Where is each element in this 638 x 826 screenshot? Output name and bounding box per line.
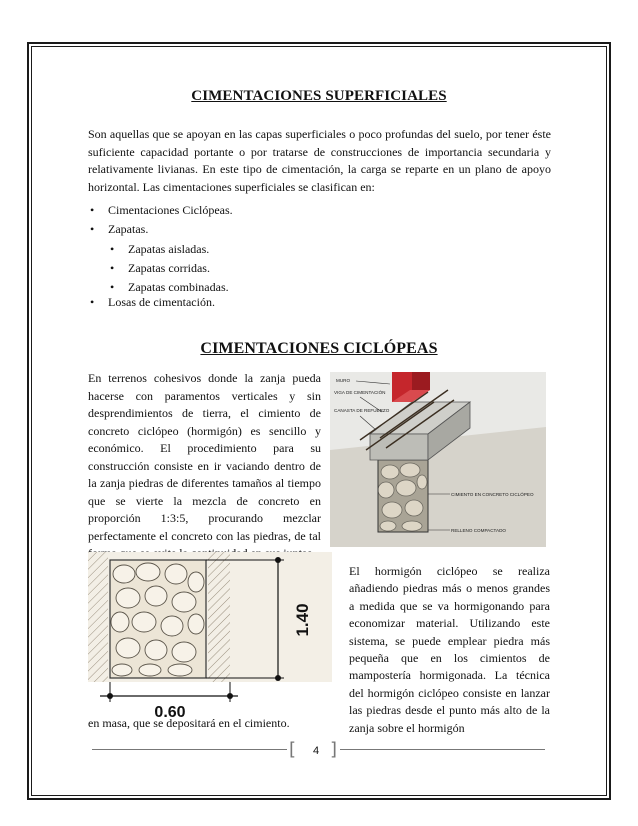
label-relleno: RELLENO COMPACTADO [451, 528, 506, 533]
label-viga: VIGA DE CIMENTACIÓN [334, 390, 386, 395]
hormigon-paragraph: El hormigón ciclópeo se realiza añadiendo piedras más o menos grandes a medida que se va hormigonando para economizar material. Utilizando este sistema, se puede emplear piedra más pequeña que en los cimientos de mampostería hormigonada. La técnica del hormigón ciclópeo consiste en lanzar las piedras desde el punto más alto de la zanja sobre el hormigón [349, 564, 550, 735]
bullet-icon: • [90, 222, 95, 236]
list-item: Zapatas aisladas. [128, 242, 210, 256]
list-item: Zapatas. [108, 222, 149, 236]
bullet-icon: • [110, 280, 115, 294]
footer-rule-right [340, 749, 545, 750]
label-canasta: CANASTA DE REFUERZO [334, 408, 390, 413]
footer-rule-left [92, 749, 287, 750]
width-dimension-label: 0.60 [154, 704, 186, 720]
height-dimension-label: 1.40 [293, 603, 312, 637]
section-title-ciclopeas: CIMENTACIONES CICLÓPEAS [200, 340, 438, 357]
bullet-icon: • [90, 295, 95, 309]
ciclopeas-paragraph: En terrenos cohesivos donde la zanja pueda hacerse con paramentos verticales y sin desprendimientos de tierra, el cimiento de concreto ciclópeo (hormigón) es sencillo y económico. El procedimiento para su construcción consiste en ir vaciando dentro de la zanja piedras de diferentes tamaños al tiempo que se vierte la mezcla de concreto en proporción 1:3:5, procurando mezclar perfectamente el concreto con las piedras, de tal [88, 371, 321, 543]
bullet-icon: • [110, 242, 115, 256]
list-item: Cimentaciones Ciclópeas. [108, 203, 233, 217]
label-cimiento: CIMIENTO EN CONCRETO CICLÓPEO [451, 492, 534, 497]
foundation-section-figure [330, 372, 546, 547]
footer-bracket-right-icon: ] [330, 739, 338, 760]
bullet-icon: • [110, 261, 115, 275]
cyclopean-dimension-figure [88, 552, 332, 720]
list-item: Zapatas combinadas. [128, 280, 229, 294]
list-item: Losas de cimentación. [108, 295, 215, 309]
section-title-superficiales: CIMENTACIONES SUPERFICIALES [191, 88, 447, 104]
hormigon-paragraph-end: en masa, que se depositará en el cimiento. [88, 716, 290, 730]
label-muro: MURO [336, 378, 351, 383]
page-number: 4 [313, 745, 320, 757]
list-item: Zapatas corridas. [128, 261, 210, 275]
intro-paragraph: Son aquellas que se apoyan en las capas superficiales o poco profundas del suelo, por tener éste suficiente capacidad portante o por tratarse de construcciones de importancia secundaria y relativamente livianas. En este tipo de cimentación, la carga se reparte en un plano de apoyo horizontal. Las cimentaciones superficiales se clasifican en: [88, 127, 551, 194]
footer-bracket-left-icon: [ [289, 739, 297, 760]
bullet-icon: • [90, 203, 95, 217]
